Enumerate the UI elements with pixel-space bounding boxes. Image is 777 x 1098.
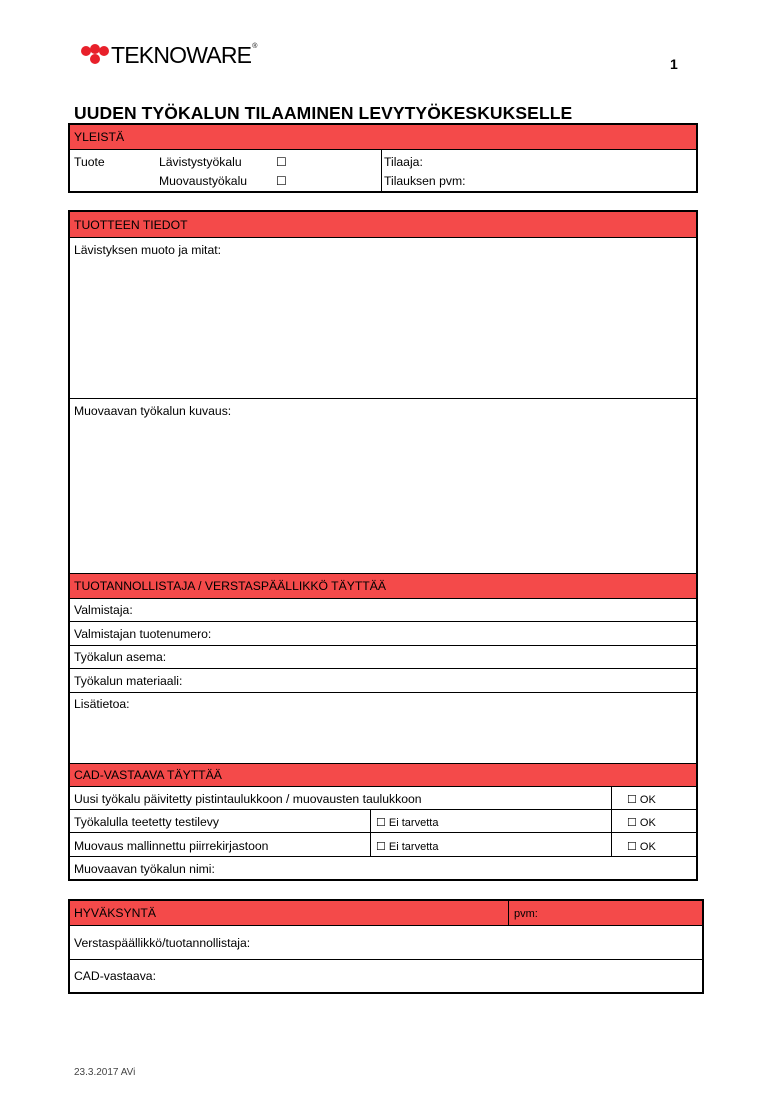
cad-heading: CAD-VASTAAVA TÄYTTÄÄ [74, 768, 222, 782]
cad-row-test-sheet-label: Työkalulla teetetty testilevy [74, 815, 219, 829]
cad-row-test-sheet-ok[interactable]: ☐ OK [627, 817, 656, 829]
page-title: UUDEN TYÖKALUN TILAAMINEN LEVYTYÖKESKUKSELLE [74, 103, 573, 123]
tool-station-label: Työkalun asema: [74, 650, 167, 664]
forming-description-label: Muovaavan työkalun kuvaus: [74, 404, 232, 418]
cad-header [70, 764, 696, 786]
option-forming-tool-label: Muovaustyökalu [159, 174, 248, 188]
company-logo [80, 42, 257, 68]
cad-row-modelled-ok[interactable]: ☐ OK [627, 841, 656, 853]
brand-name: TEKNOWARE [111, 42, 252, 68]
general-heading: YLEISTÄ [74, 130, 125, 144]
production-heading: TUOTANNOLLISTAJA / VERSTASPÄÄLLIKKÖ TÄYTTÄÄ [74, 579, 386, 593]
approval-header [70, 901, 702, 925]
workshop-manager-label: Verstaspäällikkö/tuotannollistaja: [74, 936, 251, 950]
forming-tool-name-label: Muovaavan työkalun nimi: [74, 862, 215, 876]
cad-responsible-label: CAD-vastaava: [74, 969, 156, 983]
product-label: Tuote [74, 155, 105, 169]
option-punch-tool-checkbox[interactable]: ☐ [276, 155, 287, 169]
orderer-label: Tilaaja: [384, 155, 423, 169]
product-info-heading: TUOTTEEN TIEDOT [74, 218, 188, 232]
page-number: 1 [670, 56, 678, 72]
footer-note: 23.3.2017 AVi [74, 1067, 136, 1078]
approval-section [68, 899, 704, 994]
cad-row-modelled-not-needed[interactable]: ☐ Ei tarvetta [376, 841, 439, 853]
cad-row-modelled-label: Muovaus mallinnettu piirrekirjastoon [74, 839, 269, 853]
general-section [68, 123, 698, 193]
cad-row-table-updated-ok[interactable]: ☐ OK [627, 794, 656, 806]
manufacturer-part-number-label: Valmistajan tuotenumero: [74, 627, 212, 641]
approval-heading: HYVÄKSYNTÄ [74, 906, 156, 920]
additional-info-label: Lisätietoa: [74, 697, 130, 711]
general-header [70, 125, 696, 149]
manufacturer-label: Valmistaja: [74, 603, 133, 617]
punch-shape-label: Lävistyksen muoto ja mitat: [74, 243, 221, 257]
option-punch-tool-label: Lävistystyökalu [159, 155, 242, 169]
teknoware-logo-mark-icon [80, 44, 110, 66]
order-date-label: Tilauksen pvm: [384, 174, 466, 188]
production-header [70, 574, 696, 598]
product-info-section [68, 210, 698, 881]
cad-row-table-updated-label: Uusi työkalu päivitetty pistintaulukkoon / muovausten taulukkoon [74, 792, 422, 806]
cad-row-test-sheet-not-needed[interactable]: ☐ Ei tarvetta [376, 817, 439, 829]
option-forming-tool-checkbox[interactable]: ☐ [276, 174, 287, 188]
product-info-header [70, 212, 696, 237]
tool-material-label: Työkalun materiaali: [74, 674, 183, 688]
approval-date-label: pvm: [514, 908, 538, 920]
registered-mark: ® [252, 42, 258, 50]
